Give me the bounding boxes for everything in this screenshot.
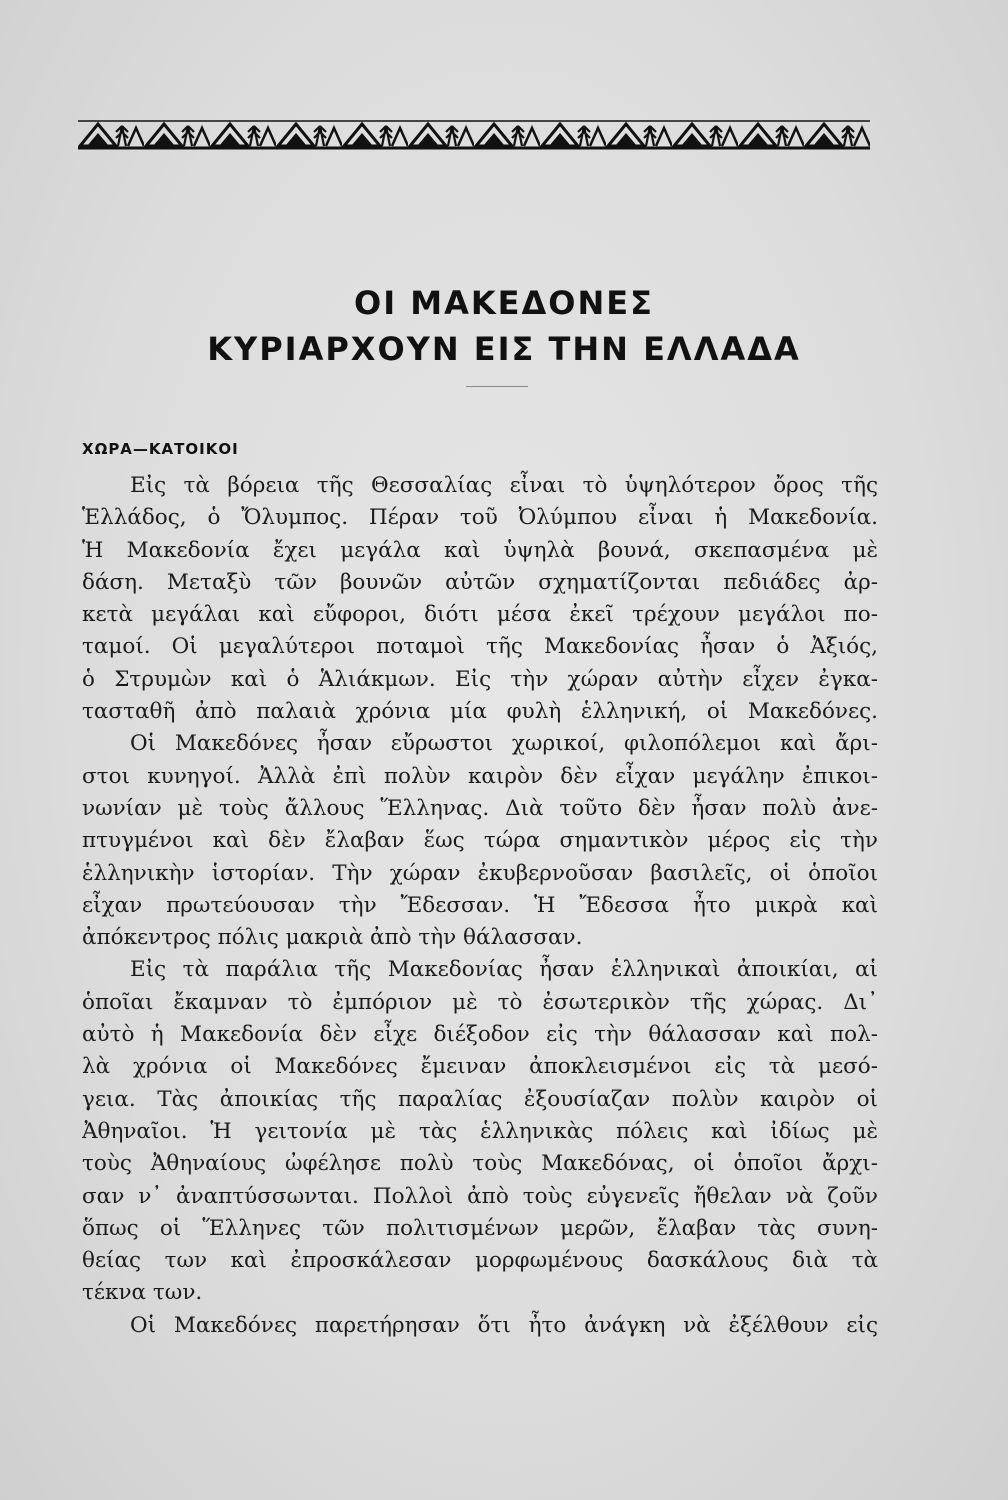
text-line: πτυγμένοι καὶ δὲν ἔλαβαν ἕως τώρα σημαντικὸν μέρος εἰς τὴν	[82, 828, 878, 854]
text-line: γεια. Τὰς ἀποικίας τῆς παραλίας ἐξουσίαζαν πολὺν καιρὸν οἱ	[82, 1086, 878, 1112]
decorative-border-ornament	[78, 116, 870, 152]
chapter-title-line-1: ΟΙ ΜΑΚΕΔΟΝΕΣ	[354, 284, 654, 322]
text-line: τασταθῆ ἀπὸ παλαιὰ χρόνια μία φυλὴ ἑλληνική, οἱ Μακεδόνες.	[82, 699, 878, 725]
body-text	[82, 470, 878, 1342]
text-line: Οἱ Μακεδόνες παρετήρησαν ὅτι ἦτο ἀνάγκη νὰ ἐξέλθουν εἰς	[130, 1312, 878, 1338]
text-line: τέκνα των.	[82, 1280, 203, 1306]
text-line: αὐτὸ ἡ Μακεδονία δὲν εἶχε διέξοδον εἰς τὴν θάλασσαν καὶ πολ-	[82, 1022, 878, 1048]
text-line: Εἰς τὰ βόρεια τῆς Θεσσαλίας εἶναι τὸ ὑψηλότερον ὄρος τῆς	[130, 473, 878, 498]
text-line: ἀπόκεντρος πόλις μακριὰ ἀπὸ τὴν θάλασσαν.	[82, 925, 583, 951]
chapter-title-line-2: ΚΥΡΙΑΡΧΟΥΝ ΕΙΣ ΤΗΝ ΕΛΛΑΔΑ	[207, 330, 801, 368]
text-line: λὰ χρόνια οἱ Μακεδόνες ἔμειναν ἀποκλεισμένοι εἰς τὰ μεσό-	[82, 1054, 878, 1080]
text-line: ὁποῖαι ἔκαμναν τὸ ἐμπόριον μὲ τὸ ἐσωτερικὸν τῆς χώρας. Δι᾽	[82, 989, 878, 1015]
text-line: κετὰ μεγάλαι καὶ εὔφοροι, διότι μέσα ἐκεῖ τρέχουν μεγάλοι πο-	[82, 602, 878, 628]
text-line: Εἰς τὰ παράλια τῆς Μακεδονίας ἦσαν ἑλληνικαὶ ἀποικίαι, αἱ	[130, 957, 878, 983]
text-line: ὁ Στρυμὼν καὶ ὁ Ἁλιάκμων. Εἰς τὴν χώραν αὐτὴν εἶχεν ἐγκα-	[82, 666, 878, 692]
text-line: σαν ν᾽ ἀναπτύσσωνται. Πολλοὶ ἀπὸ τοὺς εὐγενεῖς ἤθελαν νὰ ζοῦν	[82, 1183, 878, 1209]
text-line: Ἡ Μακεδονία ἔχει μεγάλα καὶ ὑψηλὰ βουνά, σκεπασμένα μὲ	[82, 537, 878, 563]
text-line: ταμοί. Οἱ μεγαλύτεροι ποταμοὶ τῆς Μακεδονίας ἦσαν ὁ Ἀξιός,	[82, 634, 878, 660]
text-line: Ἑλλάδος, ὁ Ὄλυμπος. Πέραν τοῦ Ὀλύμπου εἶναι ἡ Μακεδονία.	[82, 505, 878, 531]
text-line: εἶχαν πρωτεύουσαν τὴν Ἔδεσσαν. Ἡ Ἔδεσσα ἦτο μικρὰ καὶ	[82, 892, 878, 918]
text-line: ἑλληνικὴν ἱστορίαν. Τὴν χώραν ἐκυβερνοῦσαν βασιλεῖς, οἱ ὁποῖοι	[82, 860, 878, 886]
text-line: στοι κυνηγοί. Ἀλλὰ ἐπὶ πολὺν καιρὸν δὲν εἶχαν μεγάλην ἐπικοι-	[82, 763, 878, 789]
text-line: ὅπως οἱ Ἕλληνες τῶν πολιτισμένων μερῶν, ἔλαβαν τὰς συνη-	[82, 1215, 878, 1241]
text-line: τοὺς Ἀθηναίους ὠφέλησε πολὺ τοὺς Μακεδόνας, οἱ ὁποῖοι ἄρχι-	[82, 1151, 878, 1177]
text-line: νωνίαν μὲ τοὺς ἄλλους Ἕλληνας. Διὰ τοῦτο δὲν ἦσαν πολὺ ἀνε-	[82, 795, 878, 821]
text-line: Οἱ Μακεδόνες ἦσαν εὔρωστοι χωρικοί, φιλοπόλεμοι καὶ ἄρι-	[130, 731, 878, 757]
text-line: θείας των καὶ ἐπροσκάλεσαν μορφωμένους δασκάλους διὰ τὰ	[82, 1248, 878, 1274]
text-line: δάση. Μεταξὺ τῶν βουνῶν αὐτῶν σχηματίζονται πεδιάδες ἀρ-	[82, 569, 878, 595]
title-divider	[466, 386, 528, 387]
text-line: Ἀθηναῖοι. Ἡ γειτονία μὲ τὰς ἑλληνικὰς πόλεις καὶ ἰδίως μὲ	[82, 1118, 878, 1144]
section-heading: ΧΩΡΑ—ΚΑΤΟΙΚΟΙ	[82, 440, 239, 458]
